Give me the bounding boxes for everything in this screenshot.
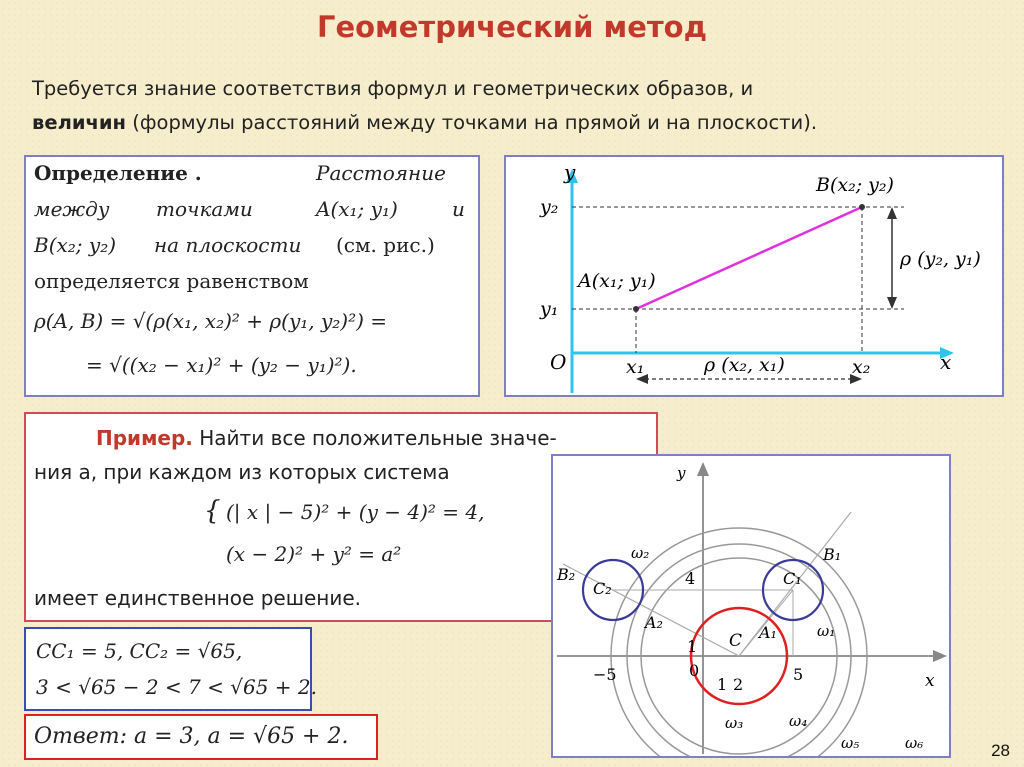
answer-label: Ответ (34, 724, 120, 749)
page-number: 28 (991, 741, 1010, 760)
rho-y-label: ρ (y₂, y₁) (900, 248, 981, 270)
example-label: Пример. (96, 426, 193, 450)
x-axis-arrow (933, 650, 947, 662)
x1-label: x₁ (626, 356, 645, 378)
y-axis-label: y (564, 160, 576, 184)
point-b-label: B(x₂; y₂) (816, 174, 894, 196)
tick-0: 0 (689, 661, 700, 680)
answer-value: : a = 3, a = √65 + 2. (119, 724, 349, 749)
definition-w2: между (34, 197, 110, 221)
distance-diagram-svg (506, 157, 1002, 395)
omega3-label: ω₃ (725, 714, 744, 732)
calc-line-2: 3 < √65 − 2 < 7 < √65 + 2. (36, 675, 318, 699)
definition-w4: и (452, 197, 465, 221)
x-axis-label: x (925, 671, 935, 691)
intro-line-1: Требуется знание соответствия формул и геометрических образов, и (32, 77, 754, 100)
a1-label: A₁ (759, 623, 777, 642)
calculation-box (24, 627, 318, 711)
intro-rest: (формулы расстояний между точками на прямой и на плоскости). (126, 111, 818, 134)
system-eq-1: (| x | − 5)² + (y − 4)² = 4, (226, 500, 485, 524)
tick-x1: 1 (717, 675, 728, 694)
b1-label: B₁ (823, 545, 842, 564)
tick-4: 4 (685, 569, 696, 588)
rho-y-arrowhead-bottom (887, 297, 897, 309)
example-text-1 (96, 426, 557, 450)
y1-label: y₁ (540, 298, 559, 320)
tick-1: 1 (687, 637, 698, 656)
definition-w7: определяется равенством (34, 269, 309, 293)
omega1-label: ω₁ (817, 622, 836, 640)
segment-ab (636, 207, 862, 309)
a2-label: A₂ (645, 613, 663, 632)
y-axis-arrow (697, 462, 709, 476)
calc-line-1: CC₁ = 5, CC₂ = √65, (36, 639, 243, 663)
system-eq-2: (x − 2)² + y² = a² (226, 542, 402, 566)
definition-box (24, 155, 480, 397)
point-a-label: A(x₁; y₁) (578, 270, 656, 292)
answer-box (24, 714, 378, 760)
example-text-2: ния a, при каждом из которых система (34, 460, 450, 484)
intro-line-2 (32, 106, 992, 140)
definition-w3: точками (156, 197, 253, 221)
omega6-label: ω₆ (905, 734, 924, 752)
example-text-3: имеет единственное решение. (34, 586, 362, 610)
intro-text (32, 72, 992, 140)
tick-5: 5 (793, 665, 804, 684)
tick-x2: 2 (733, 675, 744, 694)
x2-label: x₂ (852, 356, 871, 378)
rho-y-arrowhead-top (887, 207, 897, 219)
formula-2: = √((x₂ − x₁)² + (y₂ − y₁)²). (86, 353, 357, 377)
omega2-label: ω₂ (631, 544, 650, 562)
example-text-1-rest: Найти все положительные значе- (192, 426, 557, 450)
tick-minus5: −5 (593, 665, 617, 684)
point-a (633, 306, 639, 312)
origin-label: O (550, 350, 567, 374)
c2-label: C₂ (593, 579, 612, 598)
rho-x-label: ρ (x₂, x₁) (704, 354, 785, 376)
c-label: C (729, 631, 743, 651)
definition-w6: (см. рис.) (336, 233, 435, 257)
y-axis-label: y (677, 464, 686, 482)
circles-diagram-svg (553, 456, 949, 756)
omega5-label: ω₅ (841, 734, 860, 752)
slide-title: Геометрический метод (316, 10, 708, 44)
x-axis-label: x (940, 350, 952, 374)
definition-w1: Расстояние (316, 161, 446, 185)
answer-text (34, 724, 348, 749)
b2-label: B₂ (557, 565, 576, 584)
omega4-label: ω₄ (789, 712, 808, 730)
system-brace: { (204, 496, 221, 526)
definition-point-b: B(x₂; y₂) (34, 233, 117, 257)
circles-diagram (551, 454, 951, 758)
definition-w5: на плоскости (154, 233, 302, 257)
intro-bold: величин (32, 111, 127, 134)
point-b (859, 204, 865, 210)
c1-label: C₁ (783, 569, 802, 588)
definition-head: Определение . (34, 161, 202, 185)
distance-diagram (504, 155, 1004, 397)
y2-label: y₂ (540, 196, 559, 218)
definition-point-a: A(x₁; y₁) (316, 197, 398, 221)
formula-1: ρ(A, B) = √(ρ(x₁, x₂)² + ρ(y₁, y₂)²) = (34, 309, 388, 333)
